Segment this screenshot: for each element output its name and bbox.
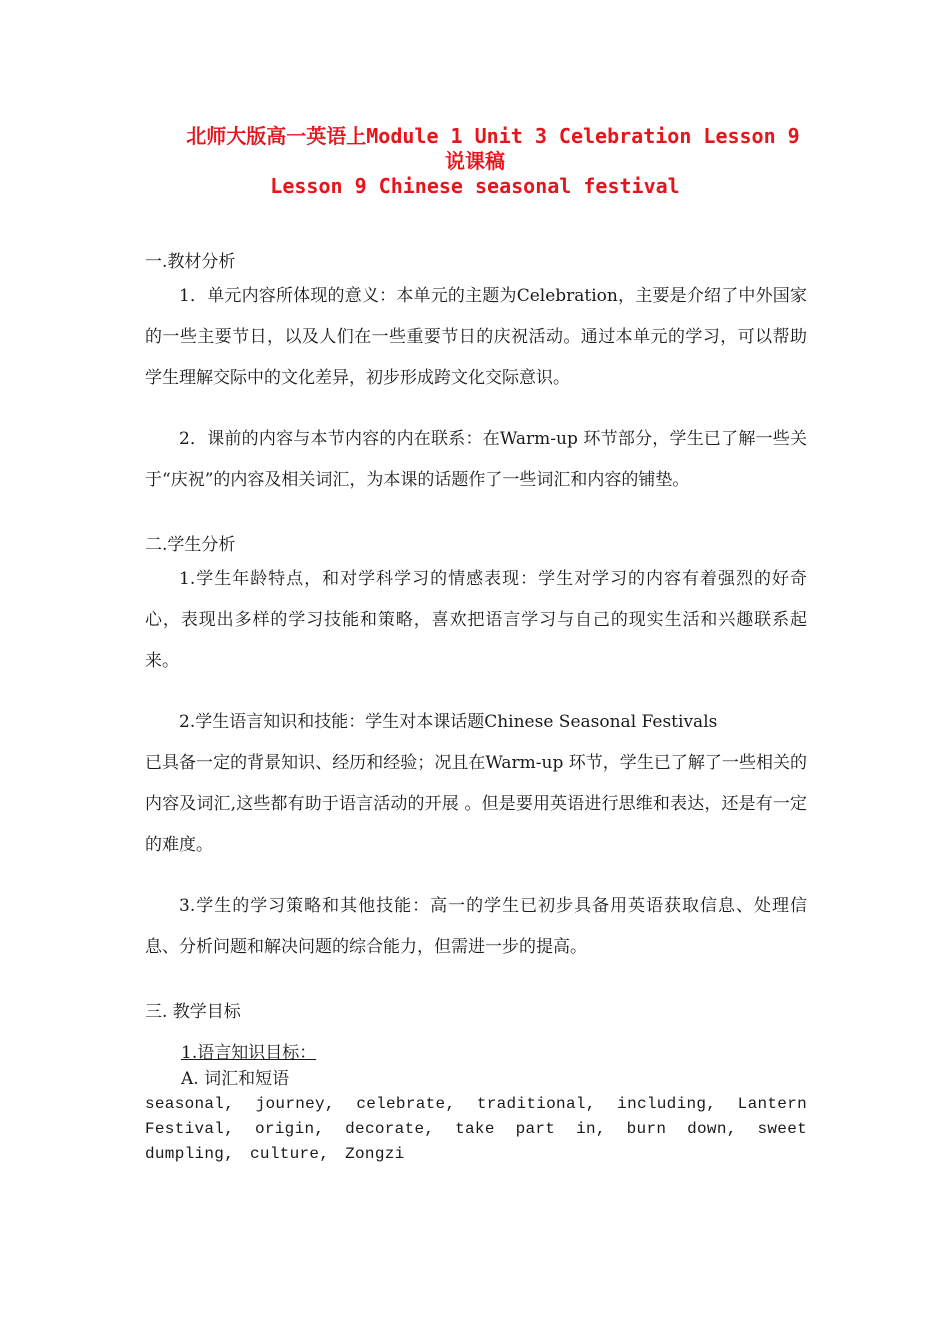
- document-body: [145, 248, 807, 1167]
- subheading-language-goals: [145, 1040, 807, 1066]
- section-heading-textbook-analysis: 一.教材分析: [145, 252, 236, 272]
- vocabulary-list: seasonal, journey, celebrate, traditional, including, Lantern Festival, origin, decorate, take part in, burn down, sweet dumpling, culture, Zongzi: [145, 1095, 807, 1163]
- title-line-3: Lesson 9 Chinese seasonal festival: [270, 174, 680, 198]
- paragraph-student-knowledge: 已具备一定的背景知识、经历和经验；况且在Warm-up 环节，学生已了解了一些相关的内容及词汇,这些都有助于语言活动的开展 。但是要用英语进行思维和表达，还是有一定的难度。: [145, 753, 807, 855]
- paragraph-content-connection: 2．课前的内容与本节内容的内在联系：在Warm-up 环节部分，学生已了解一些关于“庆祝”的内容及相关词汇，为本课的话题作了一些词汇和内容的铺垫。: [145, 429, 807, 490]
- title-line-1: 北师大版高一英语上Module 1 Unit 3 Celebration Lesson 9: [186, 124, 800, 148]
- paragraph-student-age: 1.学生年龄特点，和对学科学习的情感表现：学生对学习的内容有着强烈的好奇心，表现出多样的学习技能和策略，喜欢把语言学习与自己的现实生活和兴趣联系起来。: [145, 569, 807, 671]
- paragraph-unit-meaning: 1．单元内容所体现的意义：本单元的主题为Celebration，主要是介绍了中外国家的一些主要节日，以及人们在一些重要节日的庆祝活动。通过本单元的学习，可以帮助学生理解交际中的文化差异，初步形成跨文化交际意识。: [145, 286, 807, 388]
- paragraph-student-knowledge-intro: 2.学生语言知识和技能：学生对本课话题Chinese Seasonal Festivals: [179, 712, 718, 732]
- section-heading-student-analysis: 二.学生分析: [145, 535, 236, 555]
- document-title: [145, 124, 805, 199]
- subheading-vocabulary: A. 词汇和短语: [181, 1069, 290, 1089]
- section-heading-teaching-goals: 三. 教学目标: [145, 1002, 241, 1022]
- subheading-language-goals-text: 1.语言知识目标：: [181, 1043, 317, 1063]
- title-line-2: 说课稿: [445, 149, 505, 173]
- paragraph-student-strategy: 3.学生的学习策略和其他技能：高一的学生已初步具备用英语获取信息、处理信息、分析问题和解决问题的综合能力，但需进一步的提高。: [145, 896, 807, 957]
